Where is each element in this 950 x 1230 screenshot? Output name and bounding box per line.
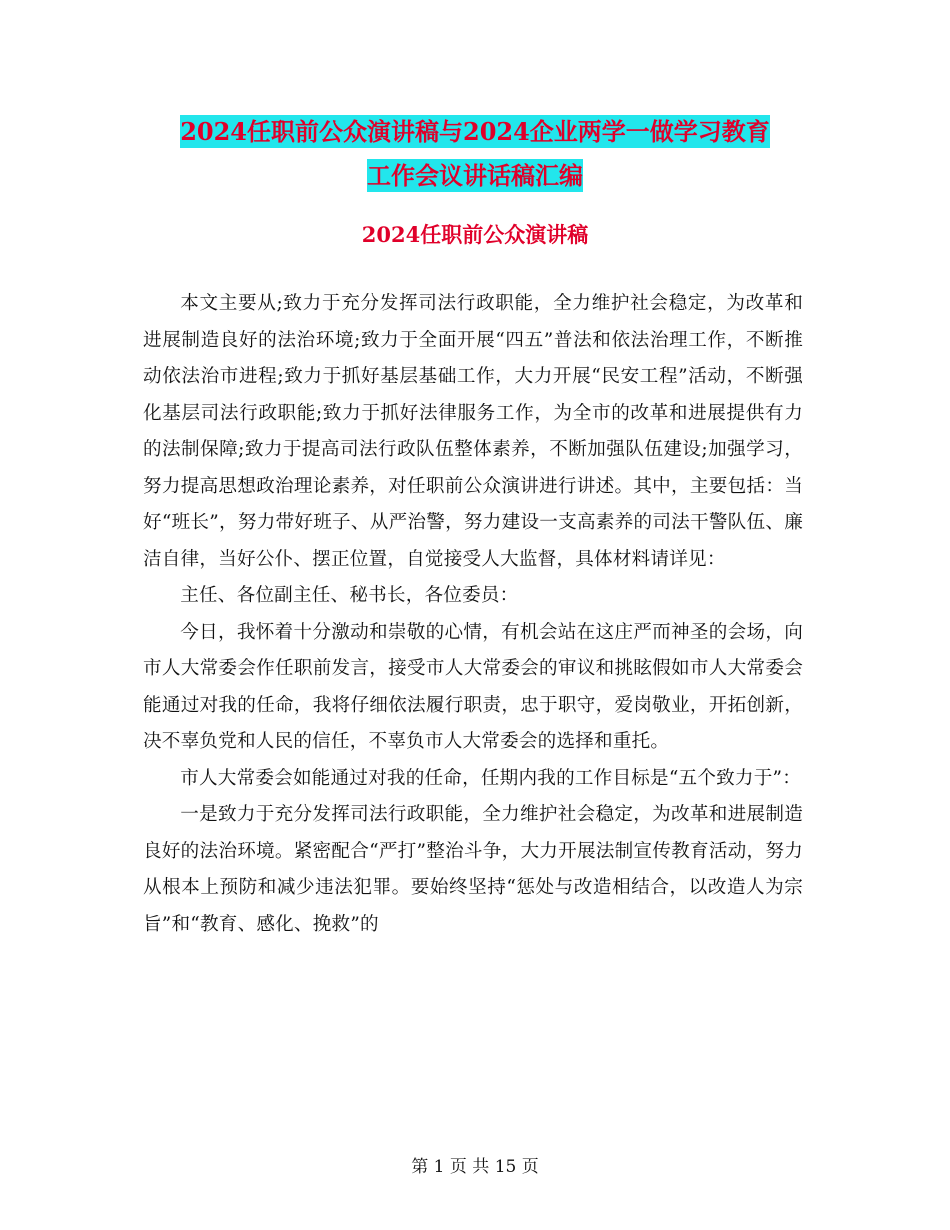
title-line-2: 工作会议讲话稿汇编 xyxy=(367,161,583,190)
paragraph: 市人大常委会如能通过对我的任命，任期内我的工作目标是“五个致力于”： xyxy=(180,767,802,789)
document-title xyxy=(0,110,950,198)
page-number-footer: 第 1 页 共 15 页 xyxy=(411,1157,539,1177)
section-heading: 2024任职前公众演讲稿 xyxy=(361,222,589,247)
paragraph: 主任、各位副主任、秘书长，各位委员： xyxy=(180,585,519,606)
title-line-1: 2024任职前公众演讲稿与2024企业两学一做学习教育 xyxy=(180,117,770,146)
body-text xyxy=(143,286,803,943)
paragraph: 一是致力于充分发挥司法行政职能，全力维护社会稳定，为改革和进展制造良好的法治环境。紧密配合“严打”整治斗争，大力开展法制宣传教育活动，努力从根本上预防和减少违法犯罪。要始终坚持“惩处与改造相结合，以改造人为宗旨”和“教育、感化、挽救”的 xyxy=(143,804,803,935)
paragraph: 本文主要从;致力于充分发挥司法行政职能，全力维护社会稳定，为改革和进展制造良好的法治环境;致力于全面开展“四五”普法和依法治理工作，不断推动依法治市进程;致力于抓好基层基础工作，大力开展“民安工程”活动，不断强化基层司法行政职能;致力于抓好法律服务工作，为全市的改革和进展提供有力的法制保障;致力于提高司法行政队伍整体素养，不断加强队伍建设;加强学习，努力提高思想政治理论素养，对任职前公众演讲进行讲述。其中，主要包括：当好“班长”，努力带好班子、从严治警，努力建设一支高素养的司法干警队伍、廉洁自律，当好公仆、摆正位置，自觉接受人大监督，具体材料请详见： xyxy=(143,293,803,570)
paragraph: 今日，我怀着十分激动和崇敬的心情，有机会站在这庄严而神圣的会场，向市人大常委会作任职前发言，接受市人大常委会的审议和挑眩假如市人大常委会能通过对我的任命，我将仔细依法履行职责，忠于职守，爱岗敬业，开拓创新，决不辜负党和人民的信任，不辜负市人大常委会的选择和重托。 xyxy=(143,621,803,752)
